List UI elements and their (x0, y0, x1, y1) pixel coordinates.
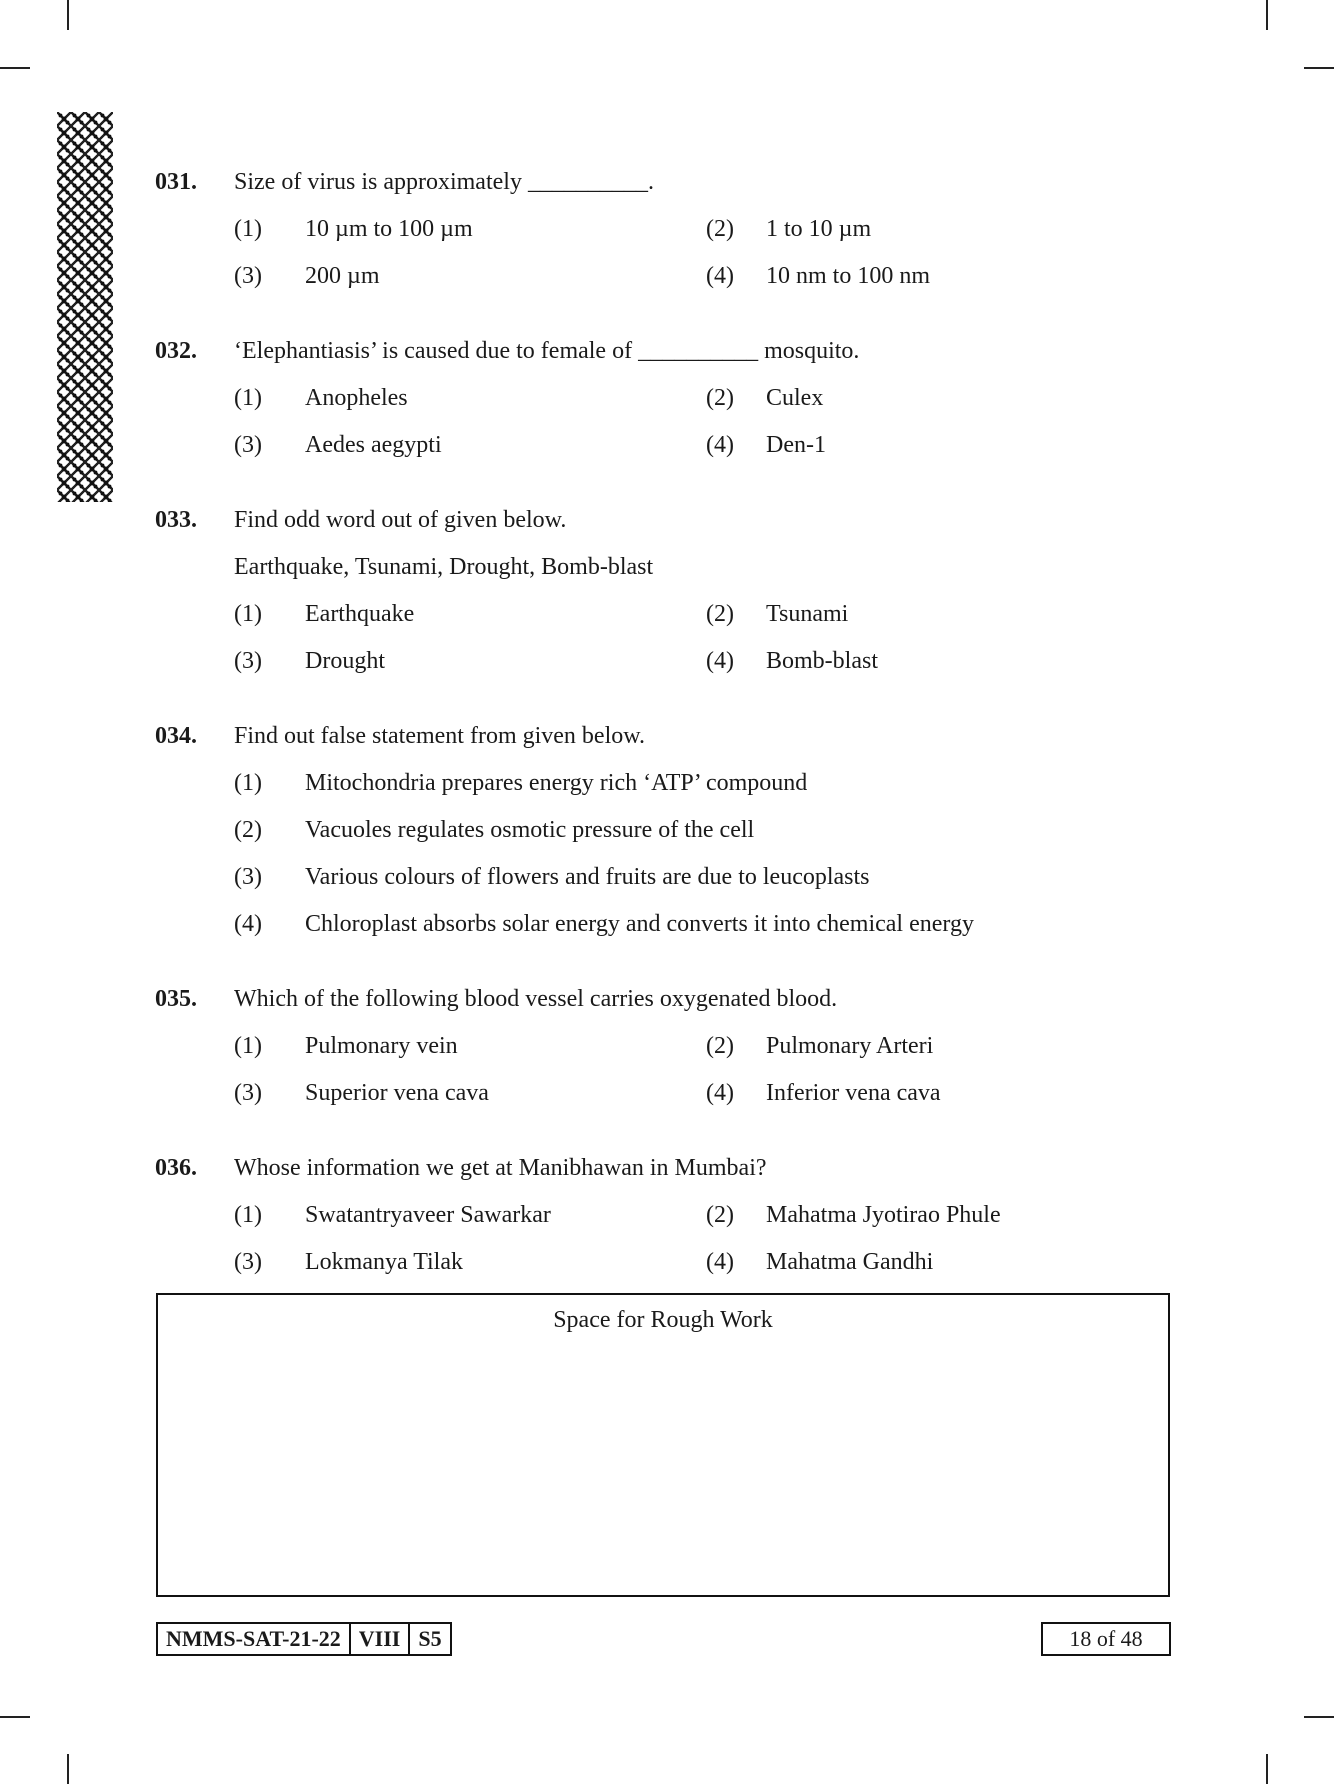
option-number: (4) (706, 1080, 734, 1106)
question-number: 031. (155, 169, 197, 195)
option-number: (1) (234, 601, 262, 627)
option-text: 10 nm to 100 nm (766, 263, 931, 289)
question-text: Whose information we get at Manibhawan in Mumbai? (234, 1155, 767, 1181)
option-text: Tsunami (766, 601, 849, 627)
option-number: (1) (234, 216, 262, 242)
question-text: Size of virus is approximately __________. (234, 169, 654, 195)
option-text: Bomb-blast (766, 648, 878, 674)
option-number: (3) (234, 648, 262, 674)
option-number: (1) (234, 1033, 262, 1059)
option-number: (4) (706, 648, 734, 674)
option-text: Swatantryaveer Sawarkar (305, 1202, 551, 1228)
option-text: Inferior vena cava (766, 1080, 941, 1106)
option-number: (2) (706, 1033, 734, 1059)
crop-mark (1266, 0, 1268, 30)
option-number: (4) (706, 1249, 734, 1275)
option-text: 1 to 10 µm (766, 216, 872, 242)
question-text: ‘Elephantiasis’ is caused due to female of __________ mosquito. (234, 338, 860, 364)
question-number: 034. (155, 723, 197, 749)
option-text: Anopheles (305, 385, 408, 411)
option-number: (2) (706, 385, 734, 411)
rough-work-title: Space for Rough Work (553, 1307, 773, 1333)
crop-mark (67, 1754, 69, 1784)
option-text: Culex (766, 385, 824, 411)
option-text: Superior vena cava (305, 1080, 489, 1106)
rough-work-box (156, 1293, 1170, 1597)
option-text: Earthquake (305, 601, 415, 627)
crop-mark (67, 0, 69, 30)
question-number: 036. (155, 1155, 197, 1181)
decorative-border-pattern (57, 112, 113, 502)
question-subtext: Earthquake, Tsunami, Drought, Bomb-blast (234, 554, 654, 580)
crop-mark (0, 1716, 30, 1718)
option-text: Pulmonary Arteri (766, 1033, 934, 1059)
footer-code-box (156, 1622, 452, 1656)
option-text: 10 µm to 100 µm (305, 216, 473, 242)
option-number: (1) (234, 385, 262, 411)
question-text: Find odd word out of given below. (234, 507, 567, 533)
crop-mark (1266, 1754, 1268, 1784)
option-number: (1) (234, 770, 262, 796)
option-text: Vacuoles regulates osmotic pressure of the cell (305, 817, 755, 843)
exam-code: NMMS-SAT-21-22 (158, 1624, 351, 1654)
standard-label: VIII (351, 1624, 411, 1654)
question-number: 032. (155, 338, 197, 364)
option-number: (3) (234, 263, 262, 289)
option-text: Chloroplast absorbs solar energy and converts it into chemical energy (305, 911, 974, 937)
option-text: Drought (305, 648, 385, 674)
option-text: Den-1 (766, 432, 826, 458)
option-text: Mitochondria prepares energy rich ‘ATP’ compound (305, 770, 808, 796)
option-text: 200 µm (305, 263, 380, 289)
crop-mark (1304, 67, 1334, 69)
option-number: (2) (706, 1202, 734, 1228)
crop-mark (1304, 1716, 1334, 1718)
question-number: 033. (155, 507, 197, 533)
option-number: (1) (234, 1202, 262, 1228)
option-number: (4) (234, 911, 262, 937)
question-text: Which of the following blood vessel carries oxygenated blood. (234, 986, 838, 1012)
option-text: Various colours of flowers and fruits are due to leucoplasts (305, 864, 870, 890)
option-number: (4) (706, 432, 734, 458)
option-text: Pulmonary vein (305, 1033, 458, 1059)
question-number: 035. (155, 986, 197, 1012)
question-text: Find out false statement from given below. (234, 723, 646, 749)
option-number: (2) (706, 216, 734, 242)
set-label: S5 (418, 1626, 442, 1651)
option-number: (2) (234, 817, 262, 843)
option-number: (3) (234, 1249, 262, 1275)
option-text: Aedes aegypti (305, 432, 442, 458)
option-text: Mahatma Jyotirao Phule (766, 1202, 1001, 1228)
page-number-box (1041, 1622, 1171, 1656)
option-number: (2) (706, 601, 734, 627)
crop-mark (0, 67, 30, 69)
option-text: Lokmanya Tilak (305, 1249, 464, 1275)
option-text: Mahatma Gandhi (766, 1249, 934, 1275)
option-number: (4) (706, 263, 734, 289)
page-number: 18 of 48 (1069, 1626, 1143, 1651)
option-number: (3) (234, 432, 262, 458)
option-number: (3) (234, 864, 262, 890)
option-number: (3) (234, 1080, 262, 1106)
